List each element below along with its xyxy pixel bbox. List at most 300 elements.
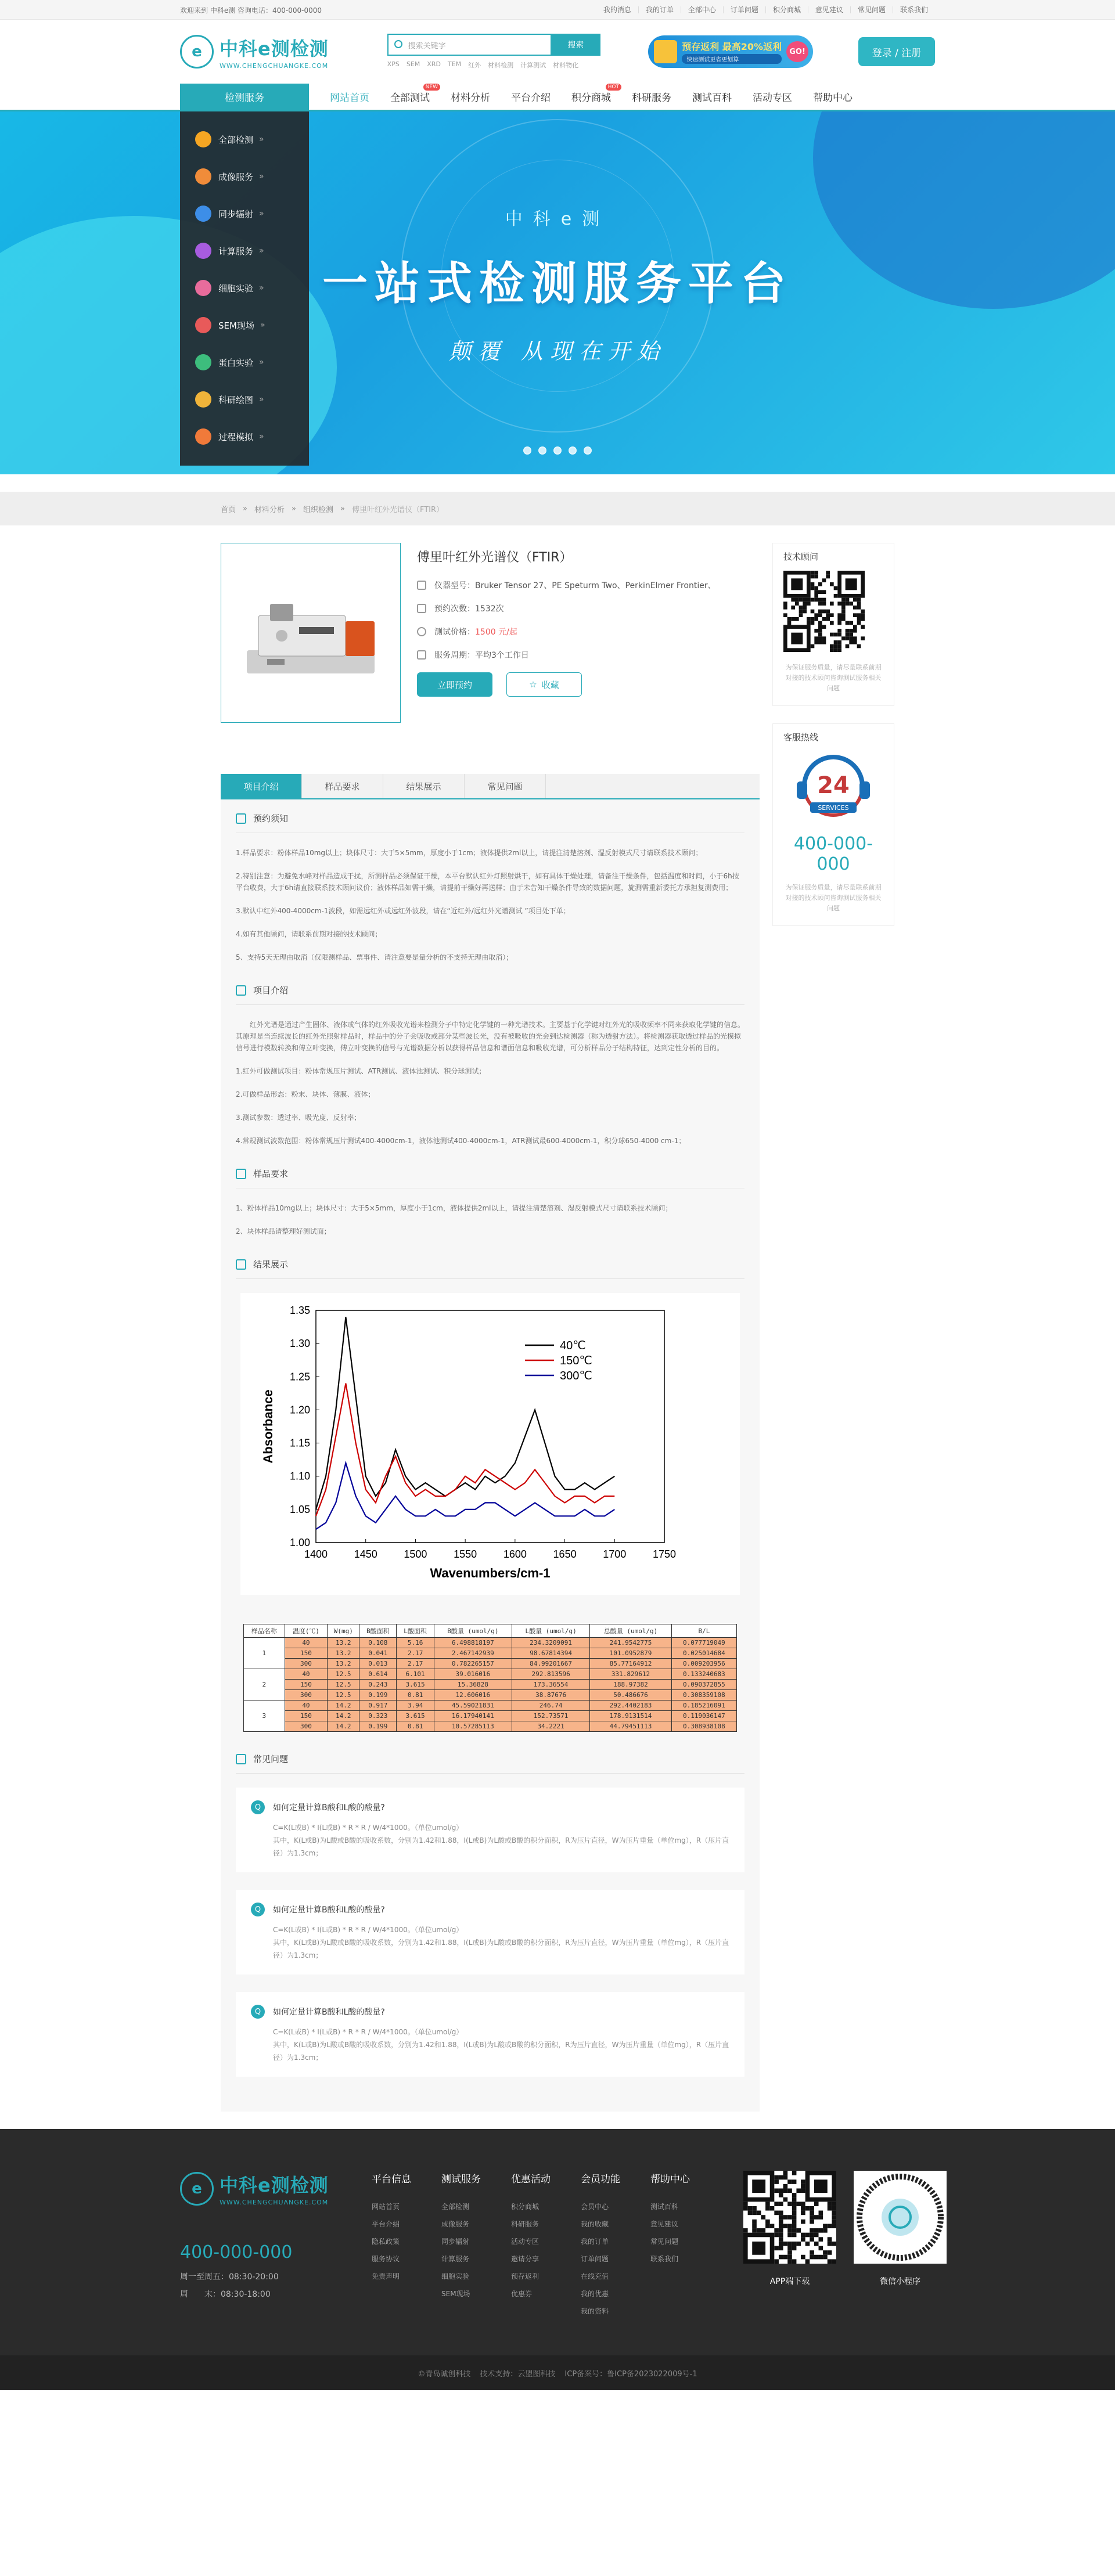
category-item[interactable] (180, 158, 309, 195)
top-link[interactable]: 全部中心 (681, 6, 723, 13)
nav-label: 网站首页 (330, 92, 369, 104)
table-cell: 13.2 (328, 1648, 359, 1659)
hot-word[interactable]: 材料物化 (553, 62, 579, 69)
table-cell: 0.243 (359, 1680, 397, 1690)
table-cell: 14.2 (328, 1700, 359, 1711)
table-cell: 152.73571 (512, 1711, 589, 1721)
nav-item-material[interactable] (440, 84, 501, 110)
footer-column-title: 会员功能 (581, 2174, 620, 2185)
faq-answer (251, 1923, 729, 1962)
logo-title: 中科e测检测 (220, 2174, 329, 2196)
footer-link[interactable]: 预存返利 (511, 2272, 539, 2280)
hero-banner[interactable] (0, 111, 1115, 474)
advisor-note: 为保证服务质量，请尽量联系前期对接的技术顾问咨询测试服务相关问题 (785, 664, 882, 692)
qr-label: APP端下载 (769, 2277, 810, 2286)
table-cell: 173.36554 (512, 1680, 589, 1690)
question-icon: Q (251, 2005, 265, 2019)
footer-link[interactable]: 意见建议 (650, 2220, 679, 2228)
nav-item-all-tests[interactable] (380, 84, 440, 110)
category-item[interactable] (180, 232, 309, 269)
category-icon (195, 354, 211, 370)
chevron-right-icon: » (259, 432, 264, 441)
section-title: 结果展示 (253, 1259, 289, 1270)
table-header: 温度(℃) (285, 1624, 328, 1638)
footer-link[interactable]: 全部检测 (441, 2203, 470, 2211)
main-content (0, 525, 1115, 2112)
search-input[interactable] (387, 34, 551, 56)
x-tick-label: 1450 (354, 1548, 377, 1560)
logo-mark-icon: e (180, 2172, 214, 2206)
table-row (244, 1680, 737, 1690)
footer-link[interactable]: 订单问题 (581, 2255, 609, 2263)
logo[interactable] (180, 34, 383, 70)
breadcrumb (0, 492, 1115, 525)
footer-link[interactable]: 细胞实验 (441, 2272, 470, 2280)
table-row (244, 1700, 737, 1711)
footer-link[interactable]: 隐私政策 (372, 2238, 400, 2246)
notice-icon (236, 813, 246, 824)
footer-link[interactable]: 联系我们 (650, 2255, 679, 2263)
category-label: 计算服务 (218, 246, 254, 257)
footer-link[interactable]: 常见问题 (650, 2238, 679, 2246)
table-cell: 292.4402183 (590, 1700, 672, 1711)
table-cell: 331.829612 (590, 1669, 672, 1680)
category-label: 同步辐射 (218, 208, 254, 219)
table-header: 总酸量 (umol/g) (590, 1624, 672, 1638)
product-count (417, 603, 716, 614)
table-cell: 300 (285, 1659, 328, 1669)
series-line (316, 1463, 614, 1529)
hotline-box (772, 723, 894, 926)
table-cell: 14.2 (328, 1721, 359, 1732)
qr-code-icon (783, 571, 865, 652)
table-cell: 0.917 (359, 1700, 397, 1711)
table-cell: 300 (285, 1721, 328, 1732)
table-cell: 3.94 (397, 1700, 434, 1711)
chevron-right-icon: » (259, 358, 264, 367)
table-cell: 188.97382 (590, 1680, 672, 1690)
table-cell: 0.013 (359, 1659, 397, 1669)
tab-result[interactable]: 结果展示 (383, 774, 465, 798)
detail-content (221, 799, 760, 2112)
table-cell: 0.108 (359, 1638, 397, 1648)
faq-icon (236, 1754, 246, 1764)
label: 预约次数： (434, 604, 475, 614)
nav-category-button[interactable]: 检测服务 (180, 84, 309, 110)
faq-item[interactable] (236, 1992, 744, 2077)
table-cell: 0.81 (397, 1721, 434, 1732)
footer-column (581, 2171, 650, 2355)
chevron-right-icon: » (260, 320, 265, 330)
welcome-text: 欢迎来到 中科e测 咨询电话：400-000-0000 (180, 6, 322, 15)
footer-link[interactable]: 计算服务 (441, 2255, 470, 2263)
login-register-button[interactable]: 登录 / 注册 (858, 37, 935, 66)
y-tick-label: 1.35 (289, 1305, 310, 1316)
nav-item-home[interactable] (319, 84, 380, 110)
promo-banner[interactable] (648, 35, 813, 68)
hot-badge: HOT (606, 84, 621, 91)
table-cell: 16.17940141 (434, 1711, 512, 1721)
table-cell: 150 (285, 1711, 328, 1721)
category-icon (195, 131, 211, 147)
banner-dot[interactable] (538, 446, 546, 455)
section-title: 样品要求 (253, 1169, 289, 1179)
ftir-chart (240, 1293, 740, 1595)
footer-link[interactable]: 我的收藏 (581, 2220, 609, 2228)
banner-dot[interactable] (523, 446, 531, 455)
sample-section (236, 1168, 744, 1237)
logo-mark-icon: e (180, 35, 214, 69)
hotline-title: 客服热线 (783, 732, 819, 743)
label: 仪器型号： (434, 581, 475, 590)
favorite-label: 收藏 (541, 679, 559, 690)
table-header: 样品名称 (244, 1624, 285, 1638)
tab-sample[interactable]: 样品要求 (302, 774, 383, 798)
breadcrumb-item[interactable]: 首页 (221, 505, 236, 514)
table-header: L酸量 (umol/g) (512, 1624, 589, 1638)
advisor-title: 技术顾问 (783, 552, 819, 562)
category-item[interactable] (180, 269, 309, 307)
category-item[interactable] (180, 381, 309, 418)
footer-link[interactable]: 同步辐射 (441, 2238, 470, 2246)
hot-word[interactable]: XPS (387, 60, 400, 68)
y-tick-label: 1.10 (289, 1470, 310, 1482)
category-item[interactable] (180, 195, 309, 232)
book-now-button[interactable]: 立即预约 (417, 672, 492, 697)
footer-column-title: 帮助中心 (650, 2174, 690, 2185)
table-cell: 0.077719049 (671, 1638, 736, 1648)
table-row (244, 1711, 737, 1721)
footer-link[interactable]: 测试百科 (650, 2203, 679, 2211)
copyright-bar (0, 2355, 1115, 2390)
table-cell-sample: 2 (244, 1669, 285, 1700)
category-label: SEM现场 (218, 320, 254, 331)
table-cell: 85.77164912 (590, 1659, 672, 1669)
footer-link[interactable]: 服务协议 (372, 2255, 400, 2263)
nav-label: 积分商城 (571, 92, 611, 104)
category-icon (195, 317, 211, 333)
footer-link[interactable]: 我的资料 (581, 2307, 609, 2315)
app-download-qr[interactable] (743, 2171, 836, 2355)
tab-intro[interactable]: 项目介绍 (221, 774, 302, 798)
faq-item[interactable] (236, 1788, 744, 1872)
hotline-number[interactable]: 400-000-000 (793, 834, 873, 874)
footer-link[interactable]: 成像服务 (441, 2220, 470, 2228)
document-icon (417, 650, 426, 660)
result-icon (236, 1259, 246, 1270)
table-cell: 6.101 (397, 1669, 434, 1680)
y-tick-label: 1.20 (289, 1404, 310, 1416)
label: 服务周期： (434, 651, 475, 660)
table-cell: 45.59021831 (434, 1700, 512, 1711)
top-bar (0, 0, 1115, 20)
table-cell: 234.3209091 (512, 1638, 589, 1648)
footer-link[interactable]: 活动专区 (511, 2238, 539, 2246)
table-cell: 5.16 (397, 1638, 434, 1648)
paragraph: 3.测试参数：透过率、吸光度、反射率； (236, 1114, 361, 1122)
nav-label: 科研服务 (632, 92, 671, 104)
top-link[interactable]: 我的订单 (638, 6, 681, 13)
hot-word[interactable]: XRD (427, 60, 441, 68)
hotline-badge (783, 751, 883, 827)
table-cell: 3.615 (397, 1680, 434, 1690)
banner-dot[interactable] (584, 446, 592, 455)
faq-question: 如何定量计算B酸和L酸的酸量? (273, 2008, 385, 2017)
table-cell: 50.486676 (590, 1690, 672, 1700)
footer-link[interactable]: 科研服务 (511, 2220, 539, 2228)
footer-link[interactable]: 平台介绍 (372, 2220, 400, 2228)
footer-link[interactable]: SEM现场 (441, 2290, 470, 2298)
headset-24-icon (790, 751, 877, 827)
promo-go-button[interactable]: GO! (786, 41, 808, 62)
logo-subtitle: WWW.CHENGCHUANGKE.COM (220, 2199, 329, 2206)
table-cell: 0.199 (359, 1690, 397, 1700)
notice-section (236, 812, 744, 963)
category-icon (195, 280, 211, 296)
question-icon: Q (251, 1800, 265, 1814)
category-icon (195, 206, 211, 222)
promo-subtitle: 快速测试更省更划算 (682, 54, 782, 64)
wechat-miniprogram-code-icon (854, 2171, 947, 2264)
nav-label: 材料分析 (451, 92, 490, 104)
top-link[interactable]: 常见问题 (850, 6, 893, 13)
tab-faq[interactable]: 常见问题 (465, 774, 546, 798)
footer-phone[interactable]: 400-000-000 (180, 2242, 293, 2262)
faq-item[interactable] (236, 1890, 744, 1975)
breadcrumb-item[interactable]: 材料分析 (254, 505, 285, 514)
paragraph: 红外光谱是通过产生固体、液体或气体的红外吸收光谱来检测分子中特定化学键的一种光谱技术。主要基于化学键对红外光的吸收频率不同来获取化学键的信息。其原理是当连续波长的红外光照射样品时，样品中的分子会吸收或部分某些波长光，没有被吸收的光会到达检测器（称为透射方法）。将检测器获取透过样品的光模拟信号进行模数转换和傅立叶变换，傅立叶变换的信号与光谱数据分析以获得样品信息和谱面信息和吸收光谱，可分析样品分子结构特征，达到定性分析的目的。 (236, 1021, 745, 1052)
hours-weekday: 周一至周五：08:30-20:00 (180, 2272, 279, 2282)
category-item[interactable] (180, 418, 309, 455)
paragraph: 5、支持5天无理由取消（仅限测样品、票事件、请注意要是量分析的不支持无理由取消）； (236, 953, 513, 961)
breadcrumb-current: 傅里叶红外光谱仪（FTIR） (351, 505, 444, 514)
table-row (244, 1659, 737, 1669)
top-link[interactable]: 积分商城 (765, 6, 808, 13)
nav-item-platform[interactable] (501, 84, 561, 110)
answer-line: 其中，K(L或B)为L酸或B酸的吸收系数，分别为1.42和1.88，I(L或B)为L酸或B酸的积分面积，R为压片直径，W为压片重量（单位mg），R（压片直径）为1.3cm； (273, 2041, 729, 2062)
answer-line: 其中，K(L或B)为L酸或B酸的吸收系数，分别为1.42和1.88，I(L或B)为L酸或B酸的积分面积，R为压片直径，W为压片重量（单位mg），R（压片直径）为1.3cm； (273, 1939, 729, 1959)
table-cell: 6.498818197 (434, 1638, 512, 1648)
qr-code-icon (743, 2171, 836, 2264)
table-cell: 0.323 (359, 1711, 397, 1721)
footer-column (650, 2171, 720, 2355)
badge-number: 24 (817, 772, 850, 799)
search-box (387, 34, 601, 70)
table-cell: 38.87676 (512, 1690, 589, 1700)
calendar-icon (417, 604, 426, 613)
y-tick-label: 1.25 (289, 1371, 310, 1383)
nav-item-events[interactable] (742, 84, 803, 110)
table-cell: 0.185216091 (671, 1700, 736, 1711)
footer-link[interactable]: 积分商城 (511, 2203, 539, 2211)
favorite-button[interactable] (506, 672, 582, 697)
search-icon (394, 40, 402, 48)
y-axis-label: Absorbance (261, 1389, 275, 1464)
detail-tabs (221, 774, 760, 799)
table-cell: 44.79451113 (590, 1721, 672, 1732)
product-image (221, 543, 401, 723)
product-price (417, 626, 716, 637)
table-cell: 14.2 (328, 1711, 359, 1721)
table-cell: 2.17 (397, 1659, 434, 1669)
table-cell: 40 (285, 1700, 328, 1711)
hours-weekend: 周 末：08:30-18:00 (180, 2290, 271, 2299)
paragraph: 1、粉体样品10mg以上；块体尺寸：大于5×5mm，厚度小于1cm，液体提供2ml以上，请提注清楚溶剂、湿反射模式尺寸请联系技术顾问； (236, 1204, 672, 1212)
x-tick-label: 1400 (304, 1548, 328, 1560)
category-icon (195, 243, 211, 259)
category-item[interactable] (180, 344, 309, 381)
table-cell: 12.5 (328, 1680, 359, 1690)
footer-logo[interactable] (180, 2171, 395, 2206)
gift-icon (654, 40, 677, 63)
footer-link[interactable]: 网站首页 (372, 2203, 400, 2211)
sample-icon (236, 1169, 246, 1179)
table-cell: 0.041 (359, 1648, 397, 1659)
section-title: 预约须知 (253, 813, 289, 824)
main-nav (0, 84, 1115, 111)
table-cell: 150 (285, 1648, 328, 1659)
banner-dot[interactable] (569, 446, 577, 455)
nav-item-wiki[interactable] (682, 84, 742, 110)
footer-column-title: 平台信息 (372, 2174, 411, 2185)
question-icon: Q (251, 1903, 265, 1916)
intro-section (236, 984, 744, 1147)
series-line (316, 1384, 614, 1516)
faq-answer (251, 2026, 729, 2064)
table-cell: 0.009203956 (671, 1659, 736, 1669)
y-tick-label: 1.15 (289, 1437, 310, 1449)
table-cell: 39.016016 (434, 1669, 512, 1680)
breadcrumb-separator: » (340, 504, 345, 513)
faq-section (236, 1753, 744, 2077)
top-link[interactable]: 我的消息 (603, 6, 631, 14)
product-period (417, 649, 716, 661)
top-link[interactable]: 意见建议 (808, 6, 850, 13)
breadcrumb-separator: » (243, 504, 247, 513)
icp-link[interactable]: ICP备案号：鲁ICP备2023022009号-1 (564, 2369, 697, 2379)
hotline-note: 为保证服务质量，请尽量联系前期对接的技术顾问咨询测试服务相关问题 (785, 884, 882, 912)
section-title: 常见问题 (253, 1754, 289, 1764)
table-cell: 0.614 (359, 1669, 397, 1680)
answer-line: C=K(L或B) * I(L或B) * R * R / W/4*1000。（单位umol/g） (273, 1926, 463, 1934)
table-cell: 15.36828 (434, 1680, 512, 1690)
banner-dot[interactable] (553, 446, 562, 455)
paragraph: 1.样品要求：粉体样品10mg以上；块体尺寸：大于5×5mm，厚度小于1cm；液体提供2ml以上，请提注清楚溶剂、湿反射模式尺寸请联系技术顾问； (236, 849, 703, 857)
table-cell: 98.67814394 (512, 1648, 589, 1659)
legend-label: 40℃ (560, 1339, 586, 1352)
y-tick-label: 1.05 (289, 1503, 310, 1515)
top-link[interactable]: 订单问题 (723, 6, 765, 13)
footer-link[interactable]: 优惠券 (511, 2290, 533, 2298)
table-row (244, 1669, 737, 1680)
table-cell: 34.2221 (512, 1721, 589, 1732)
table-cell: 0.81 (397, 1690, 434, 1700)
footer-link[interactable]: 我的优惠 (581, 2290, 609, 2298)
category-item[interactable] (180, 307, 309, 344)
nav-item-points-mall[interactable] (561, 84, 621, 110)
footer-columns (372, 2171, 720, 2355)
table-cell: 2.17 (397, 1648, 434, 1659)
footer-link[interactable]: 我的订单 (581, 2238, 609, 2246)
breadcrumb-separator: » (292, 504, 296, 513)
new-badge: NEW (423, 84, 440, 91)
instrument-icon (417, 581, 426, 590)
answer-line: 其中，K(L或B)为L酸或B酸的吸收系数，分别为1.42和1.88，I(L或B)为L酸或B酸的积分面积，R为压片直径，W为压片重量（单位mg），R（压片直径）为1.3cm； (273, 1836, 729, 1857)
table-cell: 0.199 (359, 1721, 397, 1732)
nav-label: 帮助中心 (813, 92, 853, 104)
x-tick-label: 1700 (603, 1548, 627, 1560)
hot-word[interactable]: TEM (447, 60, 462, 68)
table-cell: 0.025014684 (671, 1648, 736, 1659)
chevron-right-icon: » (259, 395, 264, 404)
plot-frame (316, 1310, 664, 1543)
table-row (244, 1690, 737, 1700)
copyright-text: ©青岛诚创科技 (418, 2369, 471, 2379)
badge-caption: SERVICES (818, 804, 849, 812)
table-cell: 0.308938108 (671, 1721, 736, 1732)
section-title: 项目介绍 (253, 985, 289, 996)
y-tick-label: 1.30 (289, 1338, 310, 1350)
category-label: 成像服务 (218, 171, 254, 182)
table-cell: 300 (285, 1690, 328, 1700)
footer-link[interactable]: 在线充值 (581, 2272, 609, 2280)
faq-question: 如何定量计算B酸和L酸的酸量? (273, 1803, 385, 1813)
banner-headline: 一站式检测服务平台 (322, 258, 793, 310)
wechat-qr[interactable] (854, 2171, 947, 2355)
chevron-right-icon: » (259, 135, 264, 144)
footer-link[interactable]: 会员中心 (581, 2203, 609, 2211)
nav-item-research[interactable] (621, 84, 682, 110)
table-cell: 0.119036147 (671, 1711, 736, 1721)
hot-word[interactable]: 材料检测 (488, 62, 514, 69)
footer-link[interactable]: 邀请分享 (511, 2255, 539, 2263)
breadcrumb-item[interactable]: 组织检测 (303, 505, 333, 514)
nav-item-help[interactable] (803, 84, 863, 110)
banner-slogan: 颠覆 从现在开始 (448, 338, 667, 364)
footer-column-title: 优惠活动 (511, 2174, 551, 2185)
category-icon (195, 428, 211, 445)
hot-word[interactable]: 计算测试 (520, 62, 546, 69)
category-menu (180, 111, 309, 466)
logo-subtitle: WWW.CHENGCHUANGKE.COM (220, 62, 329, 70)
table-cell: 246.74 (512, 1700, 589, 1711)
paragraph: 4.常规测试波数范围：粉体常规压片测试400-4000cm-1，液体池测试400-4000cm-1，ATR测试最600-4000cm-1，积分球650-4000 cm-1； (236, 1137, 686, 1145)
paragraph: 3.默认中红外400-4000cm-1波段，如需远红外或远红外波段，请在“近红外/远红外光谱测试 ”项目处下单； (236, 907, 570, 915)
copyright-text: 技术支持：云盟图科技 (480, 2369, 556, 2379)
table-cell: 12.5 (328, 1669, 359, 1680)
paragraph: 2、块体样品请整理好测试面； (236, 1227, 331, 1235)
table-cell: 178.9131514 (590, 1711, 672, 1721)
category-label: 全部检测 (218, 134, 254, 145)
footer-link[interactable]: 免责声明 (372, 2272, 400, 2280)
category-item[interactable] (180, 121, 309, 158)
paragraph: 2.可做样品形态：粉末、块体、薄膜、液体； (236, 1090, 375, 1098)
table-cell: 101.0952879 (590, 1648, 672, 1659)
category-label: 蛋白实验 (218, 357, 254, 368)
hot-word[interactable]: SEM (406, 60, 420, 68)
top-link[interactable]: 联系我们 (893, 6, 935, 13)
category-label: 科研绘图 (218, 394, 254, 405)
hot-word[interactable]: 红外 (468, 62, 481, 69)
table-row (244, 1648, 737, 1659)
table-cell-sample: 3 (244, 1700, 285, 1732)
category-icon (195, 391, 211, 408)
price-icon (417, 627, 426, 636)
logo-title: 中科e测检测 (220, 37, 329, 60)
table-header-row (244, 1624, 737, 1638)
search-button[interactable]: 搜索 (551, 34, 600, 56)
table-cell: 0.782265157 (434, 1659, 512, 1669)
